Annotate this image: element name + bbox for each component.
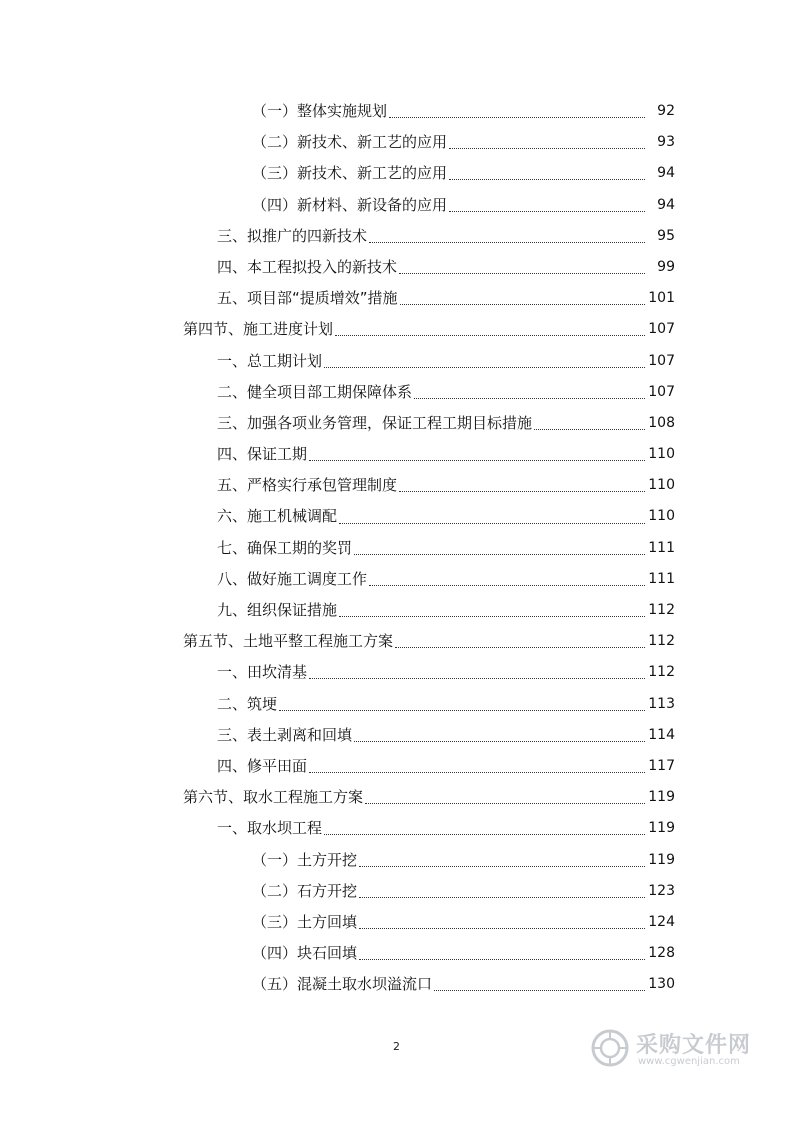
toc-entry-page: 94 xyxy=(657,196,675,213)
toc-entry-title: （一）土方开挖 xyxy=(252,850,358,869)
toc-entry-page: 110 xyxy=(648,477,675,494)
dot-leader xyxy=(309,772,645,773)
watermark-title: 采购文件网 xyxy=(636,1033,752,1058)
toc-entry[interactable] xyxy=(0,595,793,626)
toc-entry-page: 107 xyxy=(648,321,675,338)
toc-entry-page: 107 xyxy=(648,352,675,369)
toc-entry[interactable] xyxy=(0,657,793,688)
toc-entry[interactable] xyxy=(0,346,793,377)
toc-entry-page: 113 xyxy=(648,695,675,712)
toc-entry-page: 95 xyxy=(657,227,675,244)
toc-entry[interactable] xyxy=(0,221,793,252)
toc-entry-title: 三、加强各项业务管理，保证工程工期目标措施 xyxy=(217,413,533,432)
toc-entry-title: （五）混凝土取水坝溢流口 xyxy=(252,975,433,994)
dot-leader xyxy=(434,990,645,991)
toc-entry-title: 三、表土剥离和回填 xyxy=(217,725,353,744)
toc-entry-title: 七、确保工期的奖罚 xyxy=(217,538,353,557)
toc-entry[interactable] xyxy=(0,408,793,439)
toc-entry-page: 117 xyxy=(648,757,675,774)
toc-entry[interactable] xyxy=(0,564,793,595)
toc-entry[interactable] xyxy=(0,439,793,470)
toc-entry[interactable] xyxy=(0,252,793,283)
toc-entry-title: 四、保证工期 xyxy=(217,445,308,464)
toc-entry-page: 93 xyxy=(657,134,675,151)
toc-entry-title: 五、严格实行承包管理制度 xyxy=(217,476,398,495)
toc-entry[interactable] xyxy=(0,626,793,657)
toc-entry-title: （四）块石回填 xyxy=(252,944,358,963)
dot-leader xyxy=(449,179,645,180)
toc-entry[interactable] xyxy=(0,782,793,813)
cgwenjian-logo-icon xyxy=(590,1028,630,1068)
toc-entry-page: 108 xyxy=(648,414,675,431)
dot-leader xyxy=(400,304,645,305)
toc-entry[interactable] xyxy=(0,751,793,782)
toc-entry[interactable] xyxy=(0,314,793,345)
page-number: 2 xyxy=(393,1040,400,1053)
dot-leader xyxy=(414,398,645,399)
dot-leader xyxy=(389,117,645,118)
toc-entry[interactable] xyxy=(0,938,793,969)
dot-leader xyxy=(359,866,645,867)
dot-leader xyxy=(359,959,645,960)
dot-leader xyxy=(324,367,645,368)
toc-entry-page: 101 xyxy=(648,290,675,307)
toc-entry[interactable] xyxy=(0,283,793,314)
dot-leader xyxy=(359,928,645,929)
toc-entry[interactable] xyxy=(0,969,793,1000)
toc-entry-page: 130 xyxy=(648,976,675,993)
toc-entry-page: 124 xyxy=(648,913,675,930)
toc-entry-page: 112 xyxy=(648,602,675,618)
toc-entry-title: 六、施工机械调配 xyxy=(217,507,338,526)
dot-leader xyxy=(449,148,645,149)
dot-leader xyxy=(399,273,645,274)
toc-entry-title: （二）新技术、新工艺的应用 xyxy=(252,133,448,152)
toc-entry-page: 128 xyxy=(648,945,675,962)
toc-entry[interactable] xyxy=(0,533,793,564)
toc-entry-page: 111 xyxy=(648,570,675,587)
toc-entry-title: 第五节、土地平整工程施工方案 xyxy=(183,632,394,651)
table-of-contents xyxy=(0,96,793,1000)
toc-entry-page: 110 xyxy=(648,446,675,463)
toc-entry-page: 99 xyxy=(657,258,675,275)
dot-leader xyxy=(534,429,645,430)
dot-leader xyxy=(335,335,645,336)
toc-entry-page: 112 xyxy=(648,664,675,681)
dot-leader xyxy=(395,647,645,648)
toc-entry-page: 92 xyxy=(657,103,675,119)
dot-leader xyxy=(339,616,645,617)
toc-entry-title: 五、项目部“提质增效”措施 xyxy=(217,289,398,308)
toc-entry-title: 二、筑埂 xyxy=(217,694,278,713)
dot-leader xyxy=(309,460,645,461)
dot-leader xyxy=(359,897,645,898)
toc-entry[interactable] xyxy=(0,813,793,844)
dot-leader xyxy=(324,834,645,835)
toc-entry[interactable] xyxy=(0,470,793,501)
toc-entry-title: 一、取水坝工程 xyxy=(217,819,323,838)
toc-entry-page: 112 xyxy=(648,633,675,650)
toc-entry[interactable] xyxy=(0,158,793,189)
dot-leader xyxy=(369,242,645,243)
toc-entry-page: 114 xyxy=(648,726,675,743)
toc-entry[interactable] xyxy=(0,907,793,938)
toc-entry-title: 四、本工程拟投入的新技术 xyxy=(217,257,398,276)
toc-entry-page: 119 xyxy=(648,820,675,837)
toc-entry[interactable] xyxy=(0,501,793,532)
toc-entry[interactable] xyxy=(0,876,793,907)
toc-entry[interactable] xyxy=(0,689,793,720)
dot-leader xyxy=(339,523,645,524)
watermark-url: www.cgwenjian.com xyxy=(638,1056,740,1067)
toc-entry-page: 111 xyxy=(648,539,675,556)
toc-entry-title: （三）新技术、新工艺的应用 xyxy=(252,164,448,183)
toc-entry-title: 第六节、取水工程施工方案 xyxy=(183,788,364,807)
toc-entry[interactable] xyxy=(0,377,793,408)
dot-leader xyxy=(449,211,645,212)
toc-entry[interactable] xyxy=(0,190,793,221)
toc-entry-title: （四）新材料、新设备的应用 xyxy=(252,195,448,214)
toc-entry-title: 二、健全项目部工期保障体系 xyxy=(217,382,413,401)
toc-entry-page: 119 xyxy=(648,851,675,868)
toc-entry-title: 第四节、施工进度计划 xyxy=(183,320,334,339)
dot-leader xyxy=(309,678,645,679)
watermark xyxy=(590,1024,750,1074)
toc-entry-page: 119 xyxy=(648,789,675,806)
toc-entry-title: 一、田坎清基 xyxy=(217,663,308,682)
toc-entry-title: 三、拟推广的四新技术 xyxy=(217,226,368,245)
toc-entry-page: 110 xyxy=(648,508,675,525)
dot-leader xyxy=(399,491,645,492)
toc-entry-page: 94 xyxy=(657,165,675,182)
toc-entry-page: 107 xyxy=(648,383,675,400)
toc-entry-title: 一、总工期计划 xyxy=(217,351,323,370)
toc-entry-title: （一）整体实施规划 xyxy=(252,102,388,120)
toc-entry-title: 八、做好施工调度工作 xyxy=(217,569,368,588)
toc-entry-title: （二）石方开挖 xyxy=(252,881,358,900)
dot-leader xyxy=(365,803,645,804)
toc-entry[interactable] xyxy=(0,845,793,876)
toc-entry-title: 四、修平田面 xyxy=(217,756,308,775)
dot-leader xyxy=(369,585,645,586)
toc-entry[interactable] xyxy=(0,127,793,158)
dot-leader xyxy=(354,741,645,742)
toc-entry[interactable] xyxy=(0,720,793,751)
toc-entry[interactable] xyxy=(0,96,793,127)
dot-leader xyxy=(279,710,645,711)
dot-leader xyxy=(354,554,645,555)
toc-entry-page: 123 xyxy=(648,882,675,899)
toc-entry-title: （三）土方回填 xyxy=(252,912,358,931)
toc-entry-title: 九、组织保证措施 xyxy=(217,601,338,619)
